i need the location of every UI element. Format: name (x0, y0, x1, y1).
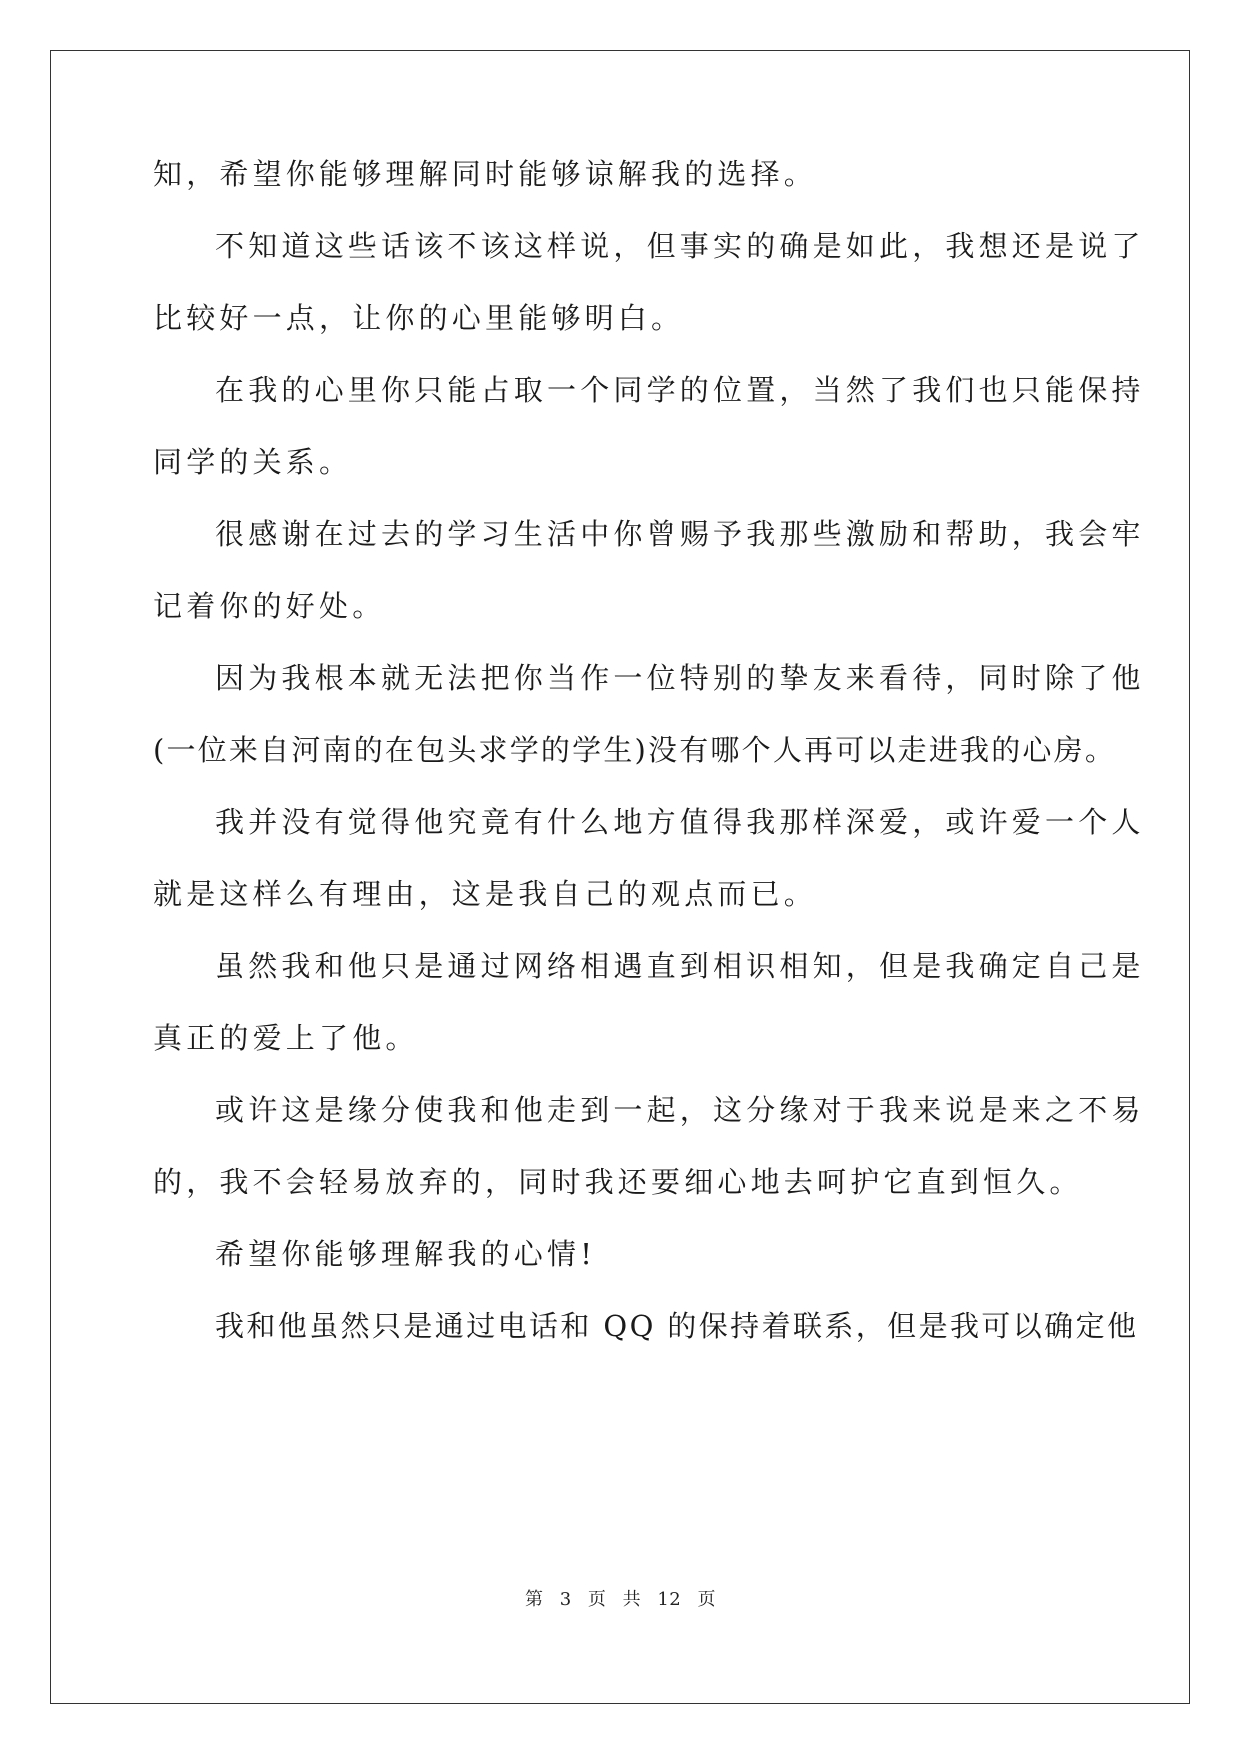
text-line-continuation: (一位来自河南的在包头求学的学生)没有哪个人再可以走进我的心房。 (153, 733, 1117, 767)
text-line-continuation: 真正的爱上了他。 (153, 1021, 419, 1055)
page-number-footer: 第 3 页 共 12 页 (525, 1589, 716, 1610)
paragraph-line: 因为我根本就无法把你当作一位特别的挚友来看待，同时除了他 (215, 661, 1145, 695)
paragraph-line: 我并没有觉得他究竟有什么地方值得我那样深爱，或许爱一个人 (215, 805, 1145, 839)
text-line-continuation: 知，希望你能够理解同时能够谅解我的选择。 (153, 157, 818, 191)
paragraph-line: 在我的心里你只能占取一个同学的位置，当然了我们也只能保持 (215, 373, 1145, 407)
text-line-continuation: 的，我不会轻易放弃的，同时我还要细心地去呵护它直到恒久。 (153, 1165, 1083, 1199)
paragraph-line: 我和他虽然只是通过电话和 QQ 的保持着联系，但是我可以确定他 (215, 1309, 1139, 1343)
paragraph-line: 虽然我和他只是通过网络相遇直到相识相知，但是我确定自己是 (215, 949, 1145, 983)
text-line-continuation: 比较好一点，让你的心里能够明白。 (153, 301, 685, 335)
paragraph-line: 或许这是缘分使我和他走到一起，这分缘对于我来说是来之不易 (215, 1093, 1145, 1127)
text-line-continuation: 记着你的好处。 (153, 589, 386, 623)
text-line-continuation: 就是这样么有理由，这是我自己的观点而已。 (153, 877, 818, 911)
paragraph-line: 很感谢在过去的学习生活中你曾赐予我那些激励和帮助，我会牢 (215, 517, 1145, 551)
paragraph-line: 希望你能够理解我的心情! (215, 1237, 597, 1271)
paragraph-line: 不知道这些话该不该这样说，但事实的确是如此，我想还是说了 (215, 229, 1145, 263)
text-line-continuation: 同学的关系。 (153, 445, 353, 479)
